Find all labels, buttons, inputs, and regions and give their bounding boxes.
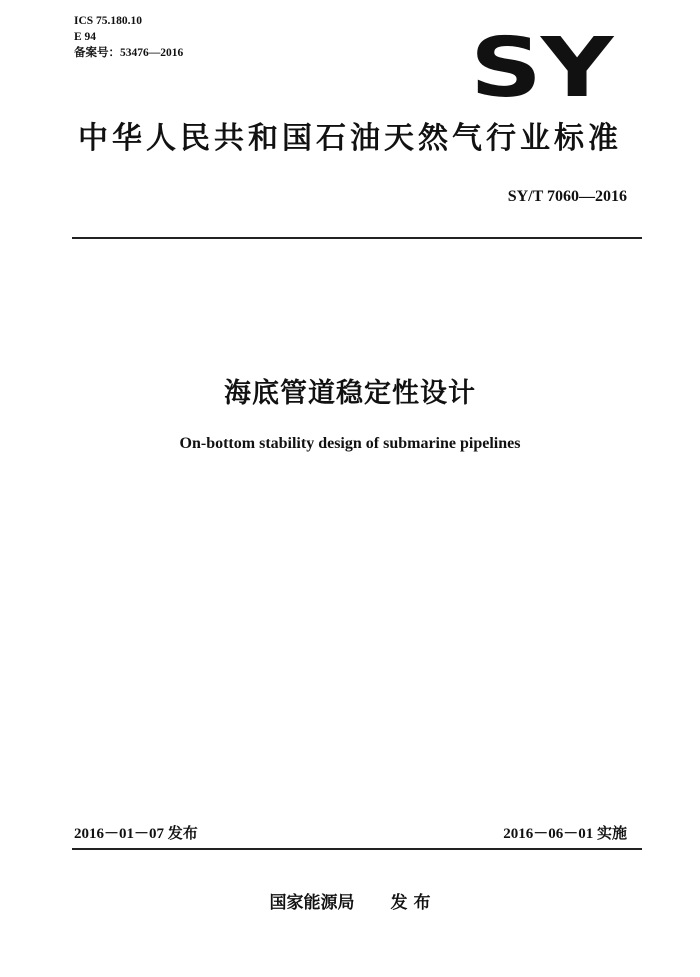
issue-date: 2016－01－07 发布 [74, 826, 198, 842]
classification-block [74, 13, 183, 61]
publisher-line [0, 888, 700, 913]
implementation-date: 2016－06－01 实施 [503, 826, 627, 842]
organization-title: 中华人民共和国石油天然气行业标准 [78, 121, 622, 156]
top-divider [72, 237, 642, 239]
standard-number: SY/T 7060—2016 [507, 188, 627, 205]
record-number: 备案号：53476—2016 [74, 47, 184, 59]
document-title-chinese: 海底管道稳定性设计 [224, 378, 476, 409]
sy-logo: SY [470, 21, 613, 116]
ics-code: ICS 75.180.10 [74, 15, 143, 27]
class-code: E 94 [74, 31, 97, 43]
bottom-divider [72, 848, 642, 850]
document-title-english: On-bottom stability design of submarine pipelines [179, 435, 521, 452]
publisher-action: 发 布 [390, 893, 431, 913]
publisher-name: 国家能源局 [269, 893, 355, 913]
